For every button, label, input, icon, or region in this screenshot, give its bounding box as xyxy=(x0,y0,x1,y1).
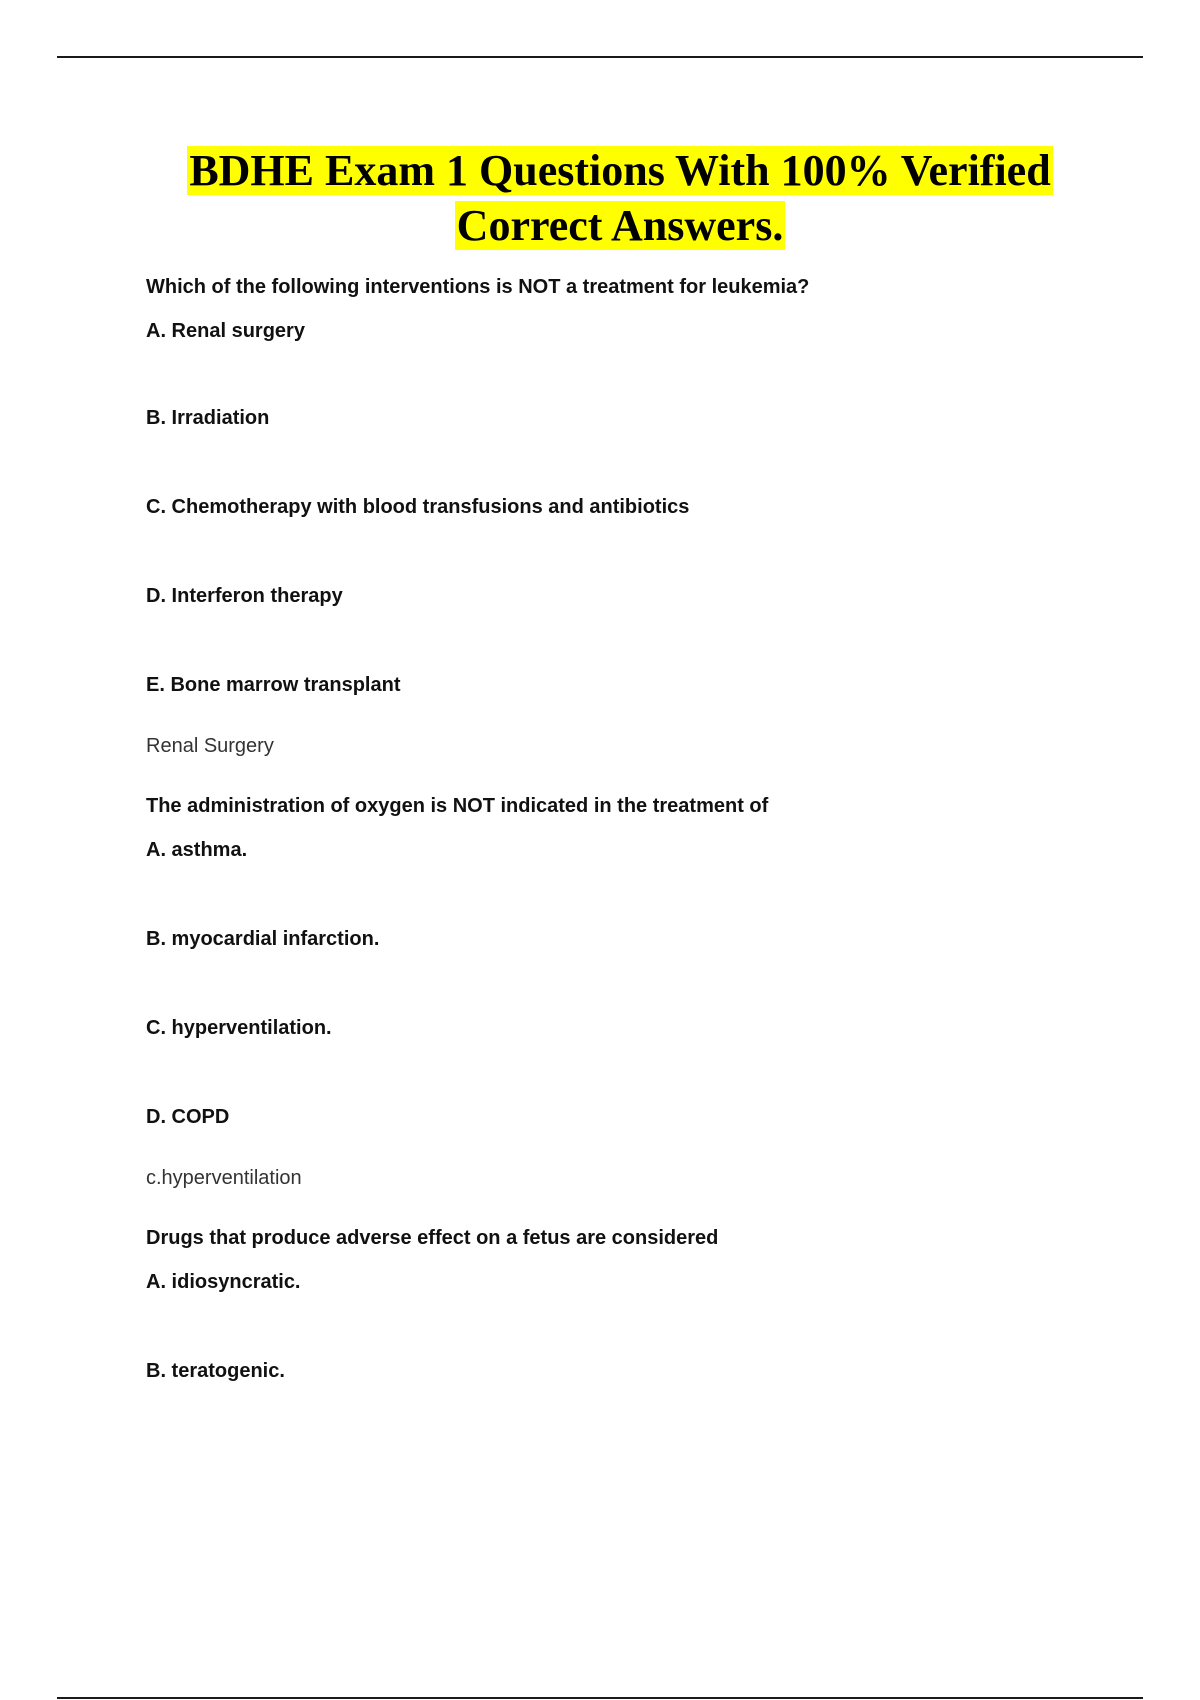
question-1-answer: Renal Surgery xyxy=(146,735,274,757)
title-line-2: Correct Answers. xyxy=(456,201,784,250)
question-1-option-a: A. Renal surgery xyxy=(146,320,305,342)
question-2-option-d: D. COPD xyxy=(146,1106,230,1128)
question-3-option-b: B. teratogenic. xyxy=(146,1360,285,1382)
question-2-text: The administration of oxygen is NOT indicated in the treatment of xyxy=(146,795,769,817)
question-1-option-e: E. Bone marrow transplant xyxy=(146,674,401,696)
question-1-option-b: B. Irradiation xyxy=(146,407,270,429)
bottom-rule xyxy=(57,1697,1143,1699)
question-1-option-c: C. Chemotherapy with blood transfusions and antibiotics xyxy=(146,496,690,518)
document-title xyxy=(0,143,1200,253)
question-1-text: Which of the following interventions is NOT a treatment for leukemia? xyxy=(146,276,810,298)
question-2-answer: c.hyperventilation xyxy=(146,1167,302,1189)
question-3-option-a: A. idiosyncratic. xyxy=(146,1271,301,1293)
top-rule xyxy=(57,56,1143,58)
question-2-option-c: C. hyperventilation. xyxy=(146,1017,332,1039)
question-2-option-b: B. myocardial infarction. xyxy=(146,928,380,950)
title-line-1: BDHE Exam 1 Questions With 100% Verified xyxy=(189,146,1051,195)
question-2-option-a: A. asthma. xyxy=(146,839,248,861)
question-3-text: Drugs that produce adverse effect on a fetus are considered xyxy=(146,1227,719,1249)
question-1-option-d: D. Interferon therapy xyxy=(146,585,343,607)
